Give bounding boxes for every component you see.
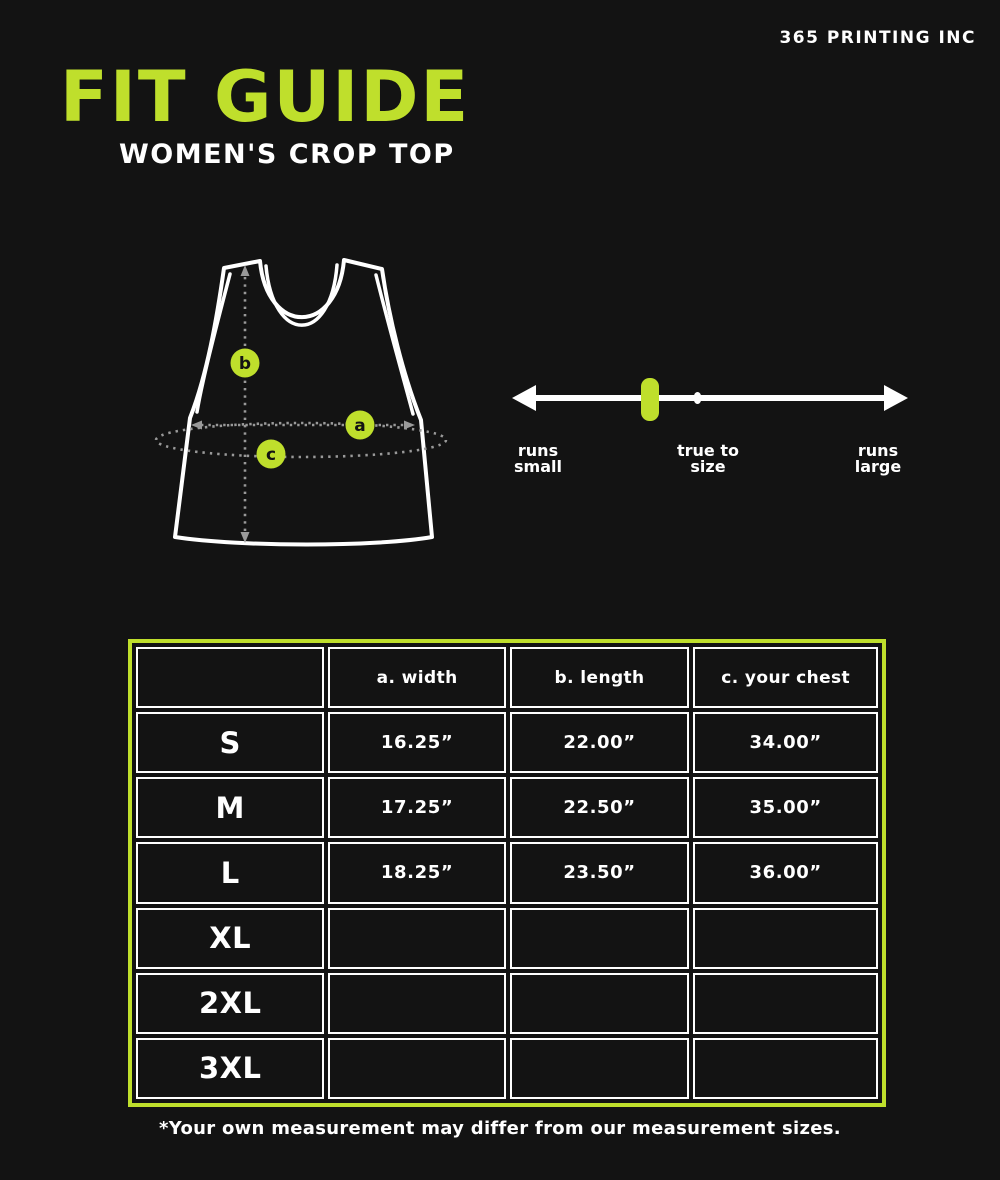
scale-arrow-right-icon bbox=[884, 385, 908, 411]
scale-label-runs-small: runs small bbox=[514, 441, 562, 476]
value-cell-chest: 35.00” bbox=[693, 777, 878, 838]
value-cell-length bbox=[510, 973, 690, 1034]
marker-c bbox=[257, 440, 286, 469]
size-cell: L bbox=[136, 842, 324, 903]
marker-a bbox=[346, 411, 375, 440]
svg-text:b: b bbox=[238, 354, 252, 374]
scale-label-runs-large: runs large bbox=[854, 441, 902, 476]
scale-center-dot-icon bbox=[694, 392, 702, 404]
size-chart-table bbox=[128, 639, 886, 1107]
page-title: FIT GUIDE bbox=[60, 56, 471, 138]
value-cell-length: 22.50” bbox=[510, 777, 690, 838]
value-cell-length bbox=[510, 1038, 690, 1099]
value-cell-width: 17.25” bbox=[328, 777, 505, 838]
measurement-disclaimer: *Your own measurement may differ from our measurement sizes. bbox=[159, 1118, 841, 1139]
scale-arrow-left-icon bbox=[512, 385, 536, 411]
size-cell: XL bbox=[136, 908, 324, 969]
garment-measurement-diagram bbox=[140, 250, 470, 555]
column-header-length: b. length bbox=[510, 647, 690, 708]
chest-measure-ellipse bbox=[156, 423, 446, 457]
brand-name: 365 PRINTING INC bbox=[779, 28, 976, 48]
value-cell-width bbox=[328, 1038, 505, 1099]
column-header-blank bbox=[136, 647, 324, 708]
value-cell-width bbox=[328, 908, 505, 969]
size-cell: S bbox=[136, 712, 324, 773]
value-cell-length: 22.00” bbox=[510, 712, 690, 773]
value-cell-chest: 36.00” bbox=[693, 842, 878, 903]
size-chart-grid bbox=[136, 647, 878, 1099]
marker-b bbox=[231, 349, 260, 378]
value-cell-chest bbox=[693, 908, 878, 969]
armhole-trim-right-icon bbox=[376, 275, 413, 414]
column-header-width: a. width bbox=[328, 647, 505, 708]
size-cell: 3XL bbox=[136, 1038, 324, 1099]
size-cell: M bbox=[136, 777, 324, 838]
value-cell-length: 23.50” bbox=[510, 842, 690, 903]
scale-label-true-to-size: true to size bbox=[677, 441, 739, 476]
value-cell-length bbox=[510, 908, 690, 969]
value-cell-width: 18.25” bbox=[328, 842, 505, 903]
fit-scale-diagram bbox=[495, 370, 925, 428]
value-cell-width bbox=[328, 973, 505, 1034]
svg-text:c: c bbox=[265, 445, 277, 465]
value-cell-chest: 34.00” bbox=[693, 712, 878, 773]
garment-outline bbox=[175, 260, 432, 545]
page-subtitle: WOMEN'S CROP TOP bbox=[119, 139, 455, 170]
scale-indicator bbox=[641, 378, 659, 421]
armhole-trim-left-icon bbox=[197, 274, 230, 412]
scale-line bbox=[533, 395, 887, 401]
value-cell-width: 16.25” bbox=[328, 712, 505, 773]
value-cell-chest bbox=[693, 1038, 878, 1099]
value-cell-chest bbox=[693, 973, 878, 1034]
length-arrow-up-icon bbox=[241, 265, 250, 276]
size-cell: 2XL bbox=[136, 973, 324, 1034]
column-header-chest: c. your chest bbox=[693, 647, 878, 708]
width-arrow-left-icon bbox=[191, 421, 202, 430]
svg-text:a: a bbox=[354, 416, 366, 436]
